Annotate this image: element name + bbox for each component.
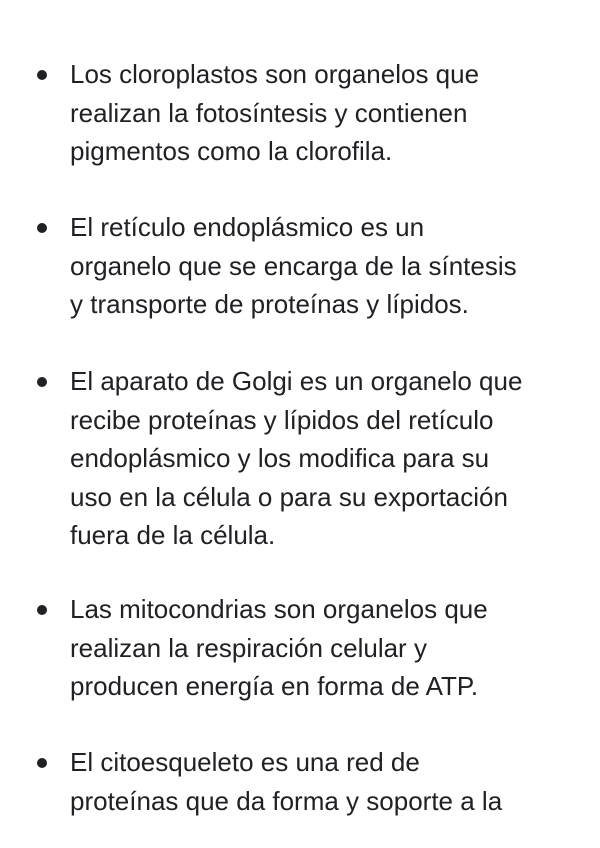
list-item	[70, 55, 570, 171]
list-item-line: producen energía en forma de ATP.	[70, 671, 479, 701]
list-item	[70, 743, 570, 820]
bullet-icon	[37, 377, 47, 387]
list-item-line: uso en la célula o para su exportación	[70, 481, 508, 512]
list-item-line: realizan la respiración celular y	[70, 632, 427, 663]
list-item	[70, 590, 570, 706]
list-item	[70, 362, 570, 555]
list-item-line: y transporte de proteínas y lípidos.	[70, 289, 469, 319]
list-item-line: El aparato de Golgi es un organelo que	[70, 366, 523, 396]
list-item-line: fuera de la célula.	[70, 520, 276, 550]
list-item-line: El retículo endoplásmico es un	[70, 212, 425, 242]
list-item-line: organelo que se encarga de la síntesis	[70, 250, 517, 281]
list-item-line: recibe proteínas y lípidos del retículo	[70, 404, 494, 435]
list-item-line: Las mitocondrias son organelos que	[70, 594, 488, 624]
list-item-line: endoplásmico y los modifica para su	[70, 443, 490, 473]
list-item-line: proteínas que da forma y soporte a la	[70, 785, 503, 816]
bullet-icon	[37, 758, 47, 768]
bullet-icon	[37, 70, 47, 80]
list-item-line: realizan la fotosíntesis y contienen	[70, 97, 468, 128]
list-item-line: Los cloroplastos son organelos que	[70, 59, 480, 89]
list-item-line: pigmentos como la clorofila.	[70, 136, 393, 166]
list-item	[70, 208, 570, 324]
bullet-icon	[37, 605, 47, 615]
bullet-icon	[37, 223, 47, 233]
list-item-line: El citoesqueleto es una red de	[70, 747, 420, 777]
